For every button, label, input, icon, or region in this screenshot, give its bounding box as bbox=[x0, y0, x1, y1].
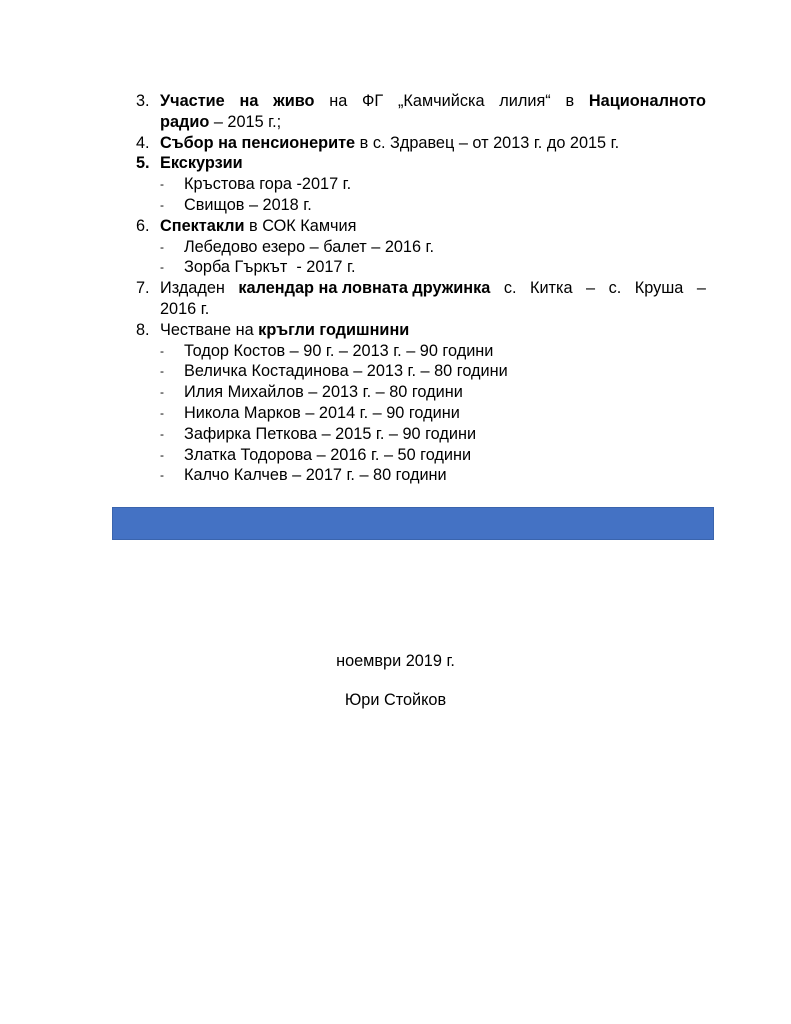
sub-item-text: Тодор Костов – 90 г. – 2013 г. – 90 години bbox=[184, 341, 494, 360]
list-item-text bbox=[160, 278, 706, 320]
text-bold: живо bbox=[273, 92, 315, 110]
text-bold: Участие bbox=[160, 92, 225, 110]
sub-item-text: Калчо Калчев – 2017 г. – 80 години bbox=[184, 466, 447, 485]
dash-bullet: - bbox=[160, 468, 164, 483]
document-date: ноември 2019 г. bbox=[336, 652, 455, 670]
blue-banner bbox=[112, 507, 714, 540]
list-item-8 bbox=[136, 320, 706, 341]
dash-bullet: - bbox=[160, 197, 164, 212]
list-number: 7. bbox=[136, 279, 150, 298]
list-number: 8. bbox=[136, 320, 150, 339]
text: с. bbox=[608, 279, 622, 298]
sub-item-text: Лебедово езеро – балет – 2016 г. bbox=[184, 237, 435, 256]
list-number: 5. bbox=[136, 154, 150, 173]
text-bold: календар на ловната дружинка bbox=[238, 279, 491, 298]
text: – bbox=[696, 279, 706, 298]
dash-bullet: - bbox=[160, 364, 164, 379]
text: – bbox=[586, 279, 596, 298]
dash-bullet: - bbox=[160, 343, 164, 358]
sub-list-item bbox=[136, 237, 706, 258]
text: в bbox=[565, 92, 575, 110]
text: в СОК Камчия bbox=[244, 216, 357, 235]
sub-list-item bbox=[136, 257, 706, 278]
sub-list-item bbox=[136, 341, 706, 362]
text: ФГ bbox=[362, 92, 384, 110]
list-item-text bbox=[160, 216, 706, 237]
sub-item-text: Зафирка Петкова – 2015 г. – 90 години bbox=[184, 424, 477, 443]
sub-list-item bbox=[136, 403, 706, 424]
text-bold: Спектакли bbox=[160, 216, 245, 235]
sub-item-text: Никола Марков – 2014 г. – 90 години bbox=[184, 403, 460, 422]
text: Честване на bbox=[160, 320, 259, 339]
list-number: 4. bbox=[136, 133, 150, 152]
dash-bullet: - bbox=[160, 385, 164, 400]
dash-bullet: - bbox=[160, 177, 164, 192]
sub-item-text: Свищов – 2018 г. bbox=[184, 195, 312, 214]
list-item-3 bbox=[136, 91, 706, 133]
dash-bullet: - bbox=[160, 447, 164, 462]
sub-list-item bbox=[136, 445, 706, 466]
list-item-4 bbox=[136, 133, 706, 154]
text: на bbox=[329, 92, 348, 110]
dash-bullet: - bbox=[160, 426, 164, 441]
dash-bullet: - bbox=[160, 239, 164, 254]
document-author: Юри Стойков bbox=[344, 691, 447, 709]
justified-line bbox=[160, 91, 706, 112]
sub-item-text: Зорба Гъркът - 2017 г. bbox=[184, 258, 356, 277]
justified-line bbox=[160, 278, 706, 299]
text: Китка bbox=[529, 279, 573, 298]
list-item-6 bbox=[136, 216, 706, 237]
list-item-5 bbox=[136, 153, 706, 174]
list-number: 6. bbox=[136, 216, 150, 235]
sub-list-item bbox=[136, 361, 706, 382]
text-bold: кръгли годишнини bbox=[258, 320, 410, 339]
activities-list bbox=[136, 91, 706, 486]
text: Издаден bbox=[160, 279, 225, 298]
sub-list-item bbox=[136, 424, 706, 445]
sub-list-item bbox=[136, 195, 706, 216]
dash-bullet: - bbox=[160, 405, 164, 420]
list-item-7 bbox=[136, 278, 706, 320]
text: в с. Здравец – от 2013 г. до 2015 г. bbox=[355, 133, 620, 152]
sub-list-item bbox=[136, 382, 706, 403]
text: лилия“ bbox=[499, 92, 551, 110]
text-bold: Събор на пенсионерите bbox=[160, 133, 356, 152]
list-item-text: Екскурзии bbox=[160, 154, 243, 173]
text-bold: на bbox=[239, 92, 259, 110]
text: Круша bbox=[634, 279, 684, 298]
sub-item-text: Златка Тодорова – 2016 г. – 50 години bbox=[184, 445, 472, 464]
text: с. bbox=[503, 279, 517, 298]
text: – 2015 г.; bbox=[209, 112, 282, 131]
dash-bullet: - bbox=[160, 260, 164, 275]
text-bold: Националното bbox=[588, 92, 706, 110]
wrapped-line bbox=[160, 112, 706, 133]
sub-item-text: Величка Костадинова – 2013 г. – 80 години bbox=[184, 362, 508, 381]
text-bold: радио bbox=[160, 112, 210, 131]
sub-list-item bbox=[136, 465, 706, 486]
list-item-text bbox=[160, 91, 706, 133]
sub-item-text: Илия Михайлов – 2013 г. – 80 години bbox=[184, 383, 463, 402]
list-number: 3. bbox=[136, 92, 150, 110]
list-item-text bbox=[160, 133, 706, 154]
sub-list-item bbox=[136, 174, 706, 195]
sub-item-text: Кръстова гора -2017 г. bbox=[184, 175, 352, 194]
text: „Камчийска bbox=[398, 92, 485, 110]
wrapped-line: 2016 г. bbox=[160, 299, 210, 318]
list-item-text bbox=[160, 320, 706, 341]
